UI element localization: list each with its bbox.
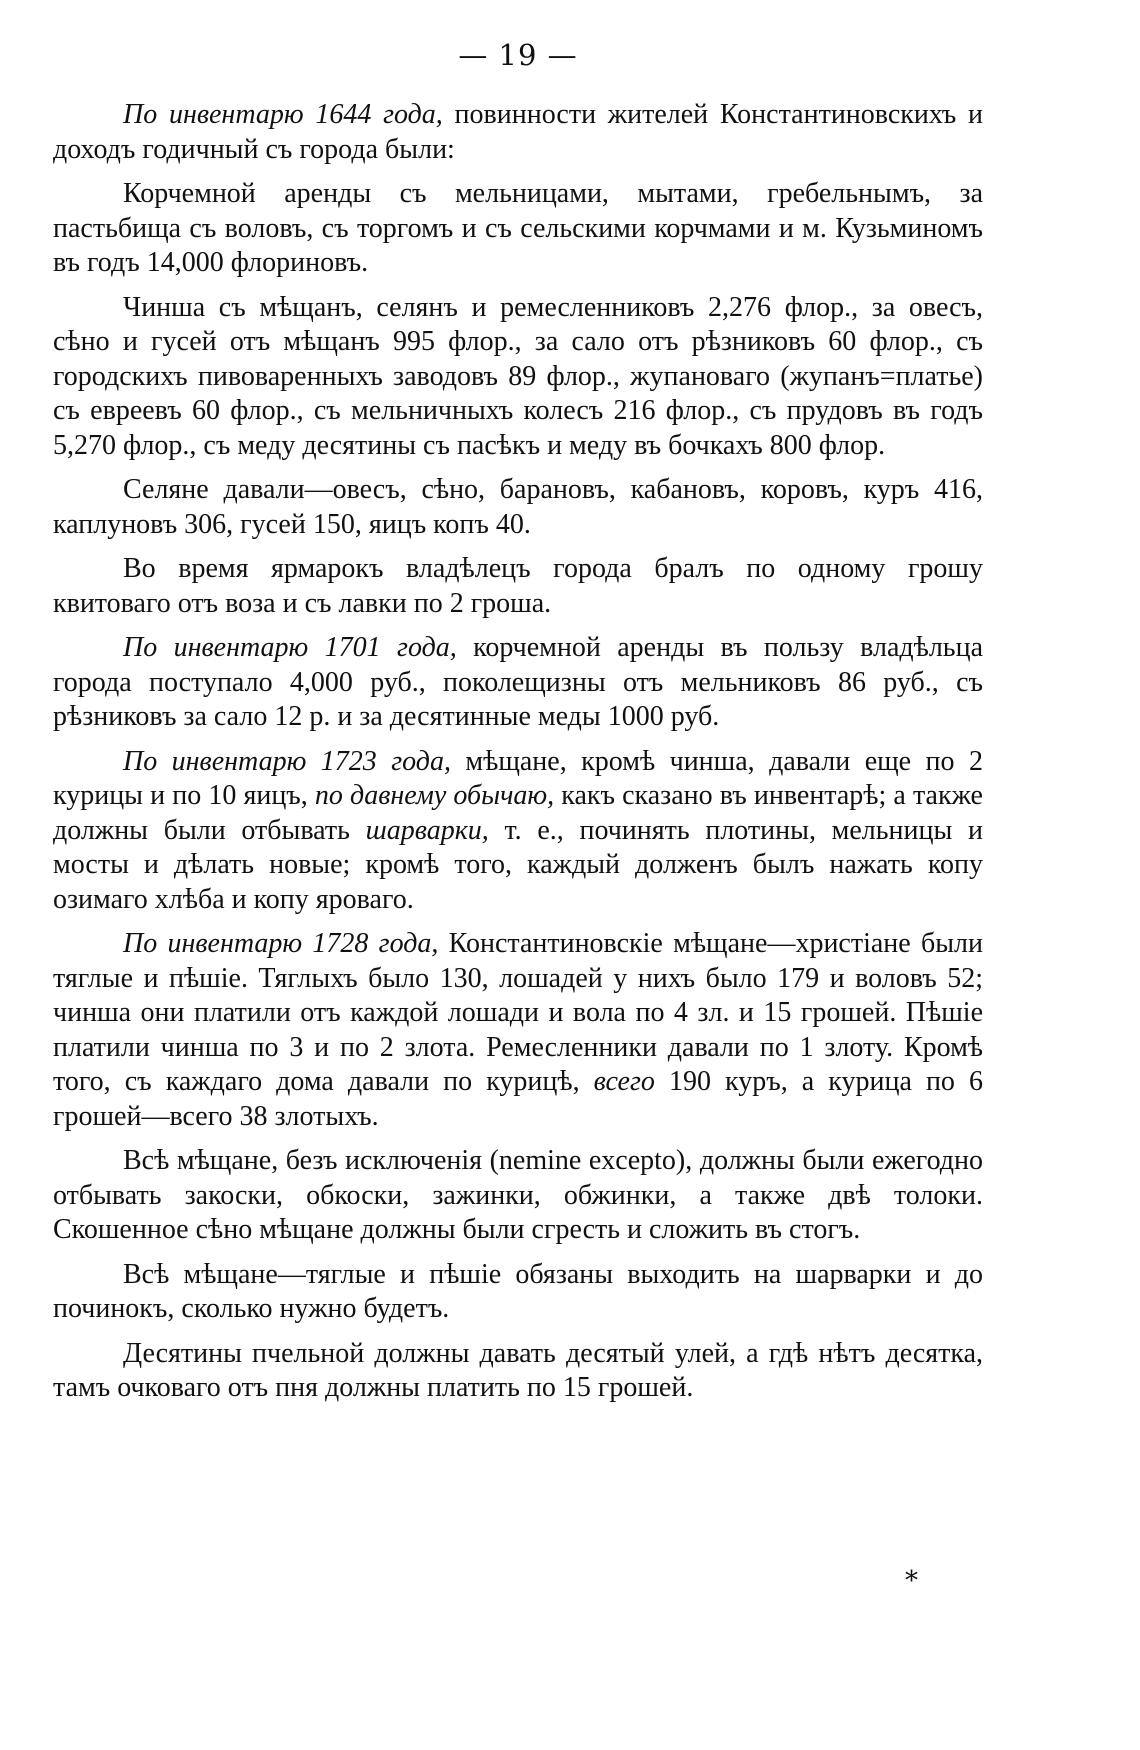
paragraph-text: Чинша съ мѣщанъ, селянъ и ремесленниковъ 2,276 флор., за овесъ, сѣно и гусей отъ мѣщанъ 995 флор., за сало отъ рѣзниковъ 60 флор., съ городскихъ пивоваренныхъ заводовъ 89 флор., жупановаго (жупанъ=платье) съ евреевъ 60 флор., съ мельничныхъ колесъ 216 флор., съ прудовъ въ годъ 5,270 флор., съ меду десятины съ пасѣкъ и меду въ бочкахъ 800 флор. bbox=[53, 291, 983, 461]
paragraph-text: Всѣ мѣщане—тяглые и пѣшіе обязаны выходить на шарварки и до починокъ, сколько нужно будетъ. bbox=[53, 1258, 983, 1324]
paragraph-sharvarki bbox=[53, 1258, 983, 1327]
paragraph-1644-intro bbox=[53, 98, 983, 167]
paragraph-1701 bbox=[53, 631, 983, 735]
paragraph-text: 190 куръ, а курица по 6 грошей—всего 38 злотыхъ. bbox=[53, 1066, 984, 1132]
paragraph-text: Селяне давали—овесъ, сѣно, барановъ, кабановъ, коровъ, куръ 416, каплуновъ 306, гусей 150, яицъ копъ 40. bbox=[53, 474, 983, 540]
paragraph-peasants bbox=[53, 473, 983, 542]
paragraph-1728 bbox=[53, 927, 983, 1134]
paragraph-text: корчемной аренды въ пользу владѣльца города поступало 4,000 руб., поколещизны отъ мельниковъ 86 руб., съ рѣзниковъ за сало 12 р. и за десятинные меды 1000 руб. bbox=[53, 632, 983, 732]
paragraph-text: какъ сказано въ инвентарѣ; а также должны были отбывать bbox=[53, 780, 983, 846]
paragraph-text: Корчемной аренды съ мельницами, мытами, гребельнымъ, за пастьбища съ воловъ, съ торгомъ и съ сельскими корчмами и м. Кузьминомъ въ годъ 14,000 флориновъ. bbox=[53, 178, 983, 278]
paragraph-emphasis: шарварки, bbox=[365, 814, 489, 846]
page-number: — 19 — bbox=[458, 38, 578, 72]
paragraph-all-townsfolk bbox=[53, 1144, 983, 1248]
paragraph-lead: По инвентарю 1644 года, bbox=[123, 99, 443, 130]
paragraph-text: т. е., починять плотины, мельницы и мосты и дѣлать новые; кромѣ того, каждый долженъ былъ нажать копу озимаго хлѣба и копу яроваго. bbox=[53, 814, 983, 915]
paragraph-1723 bbox=[53, 745, 983, 918]
paragraph-tavern-lease bbox=[53, 177, 983, 281]
paragraph-text: Во время ярмарокъ владѣлецъ города бралъ по одному грошу квитоваго отъ воза и съ лавки по 2 гроша. bbox=[53, 553, 983, 619]
footer-asterisk-mark: * bbox=[905, 1566, 918, 1596]
paragraph-text: мѣщане, кромѣ чинша, давали еще по 2 курицы и по 10 яицъ, bbox=[53, 745, 983, 811]
paragraph-text: Константиновскіе мѣщане—христіане были тяглые и пѣшіе. Тяглыхъ было 130, лошадей у нихъ было 179 и воловъ 52; чинша они платили отъ каждой лошади и вола по 4 зл. и 15 грошей. Пѣшіе платили чинша по 3 и по 2 злота. Ремесленники давали по 1 злоту. Кромѣ того, съ каждаго дома давали по курицѣ, bbox=[53, 928, 983, 1097]
paragraph-text: Всѣ мѣщане, безъ исключенія (nemine excepto), должны были ежегодно отбывать закоски, обкоски, зажинки, обжинки, а также двѣ толоки. Скошенное сѣно мѣщане должны были сгресть и сложить въ стогъ. bbox=[53, 1145, 983, 1245]
document-page bbox=[53, 38, 983, 1718]
paragraph-emphasis: по давнему обычаю, bbox=[314, 780, 555, 811]
paragraph-lead: По инвентарю 1701 года, bbox=[123, 632, 457, 663]
paragraph-lead: По инвентарю 1728 года, bbox=[123, 928, 439, 959]
paragraph-text: повинности жителей Константиновскихъ и доходъ годичный съ города были: bbox=[53, 99, 983, 165]
paragraph-text: Десятины пчельной должны давать десятый улей, а гдѣ нѣтъ десятка, тамъ очковаго отъ пня должны платить по 15 грошей. bbox=[53, 1337, 983, 1403]
paragraph-fairs bbox=[53, 552, 983, 621]
paragraph-emphasis: всего bbox=[593, 1066, 655, 1097]
paragraph-lead: По инвентарю 1723 года, bbox=[123, 745, 451, 777]
paragraph-chinsh bbox=[53, 291, 983, 464]
paragraph-bee-tithe bbox=[53, 1337, 983, 1406]
